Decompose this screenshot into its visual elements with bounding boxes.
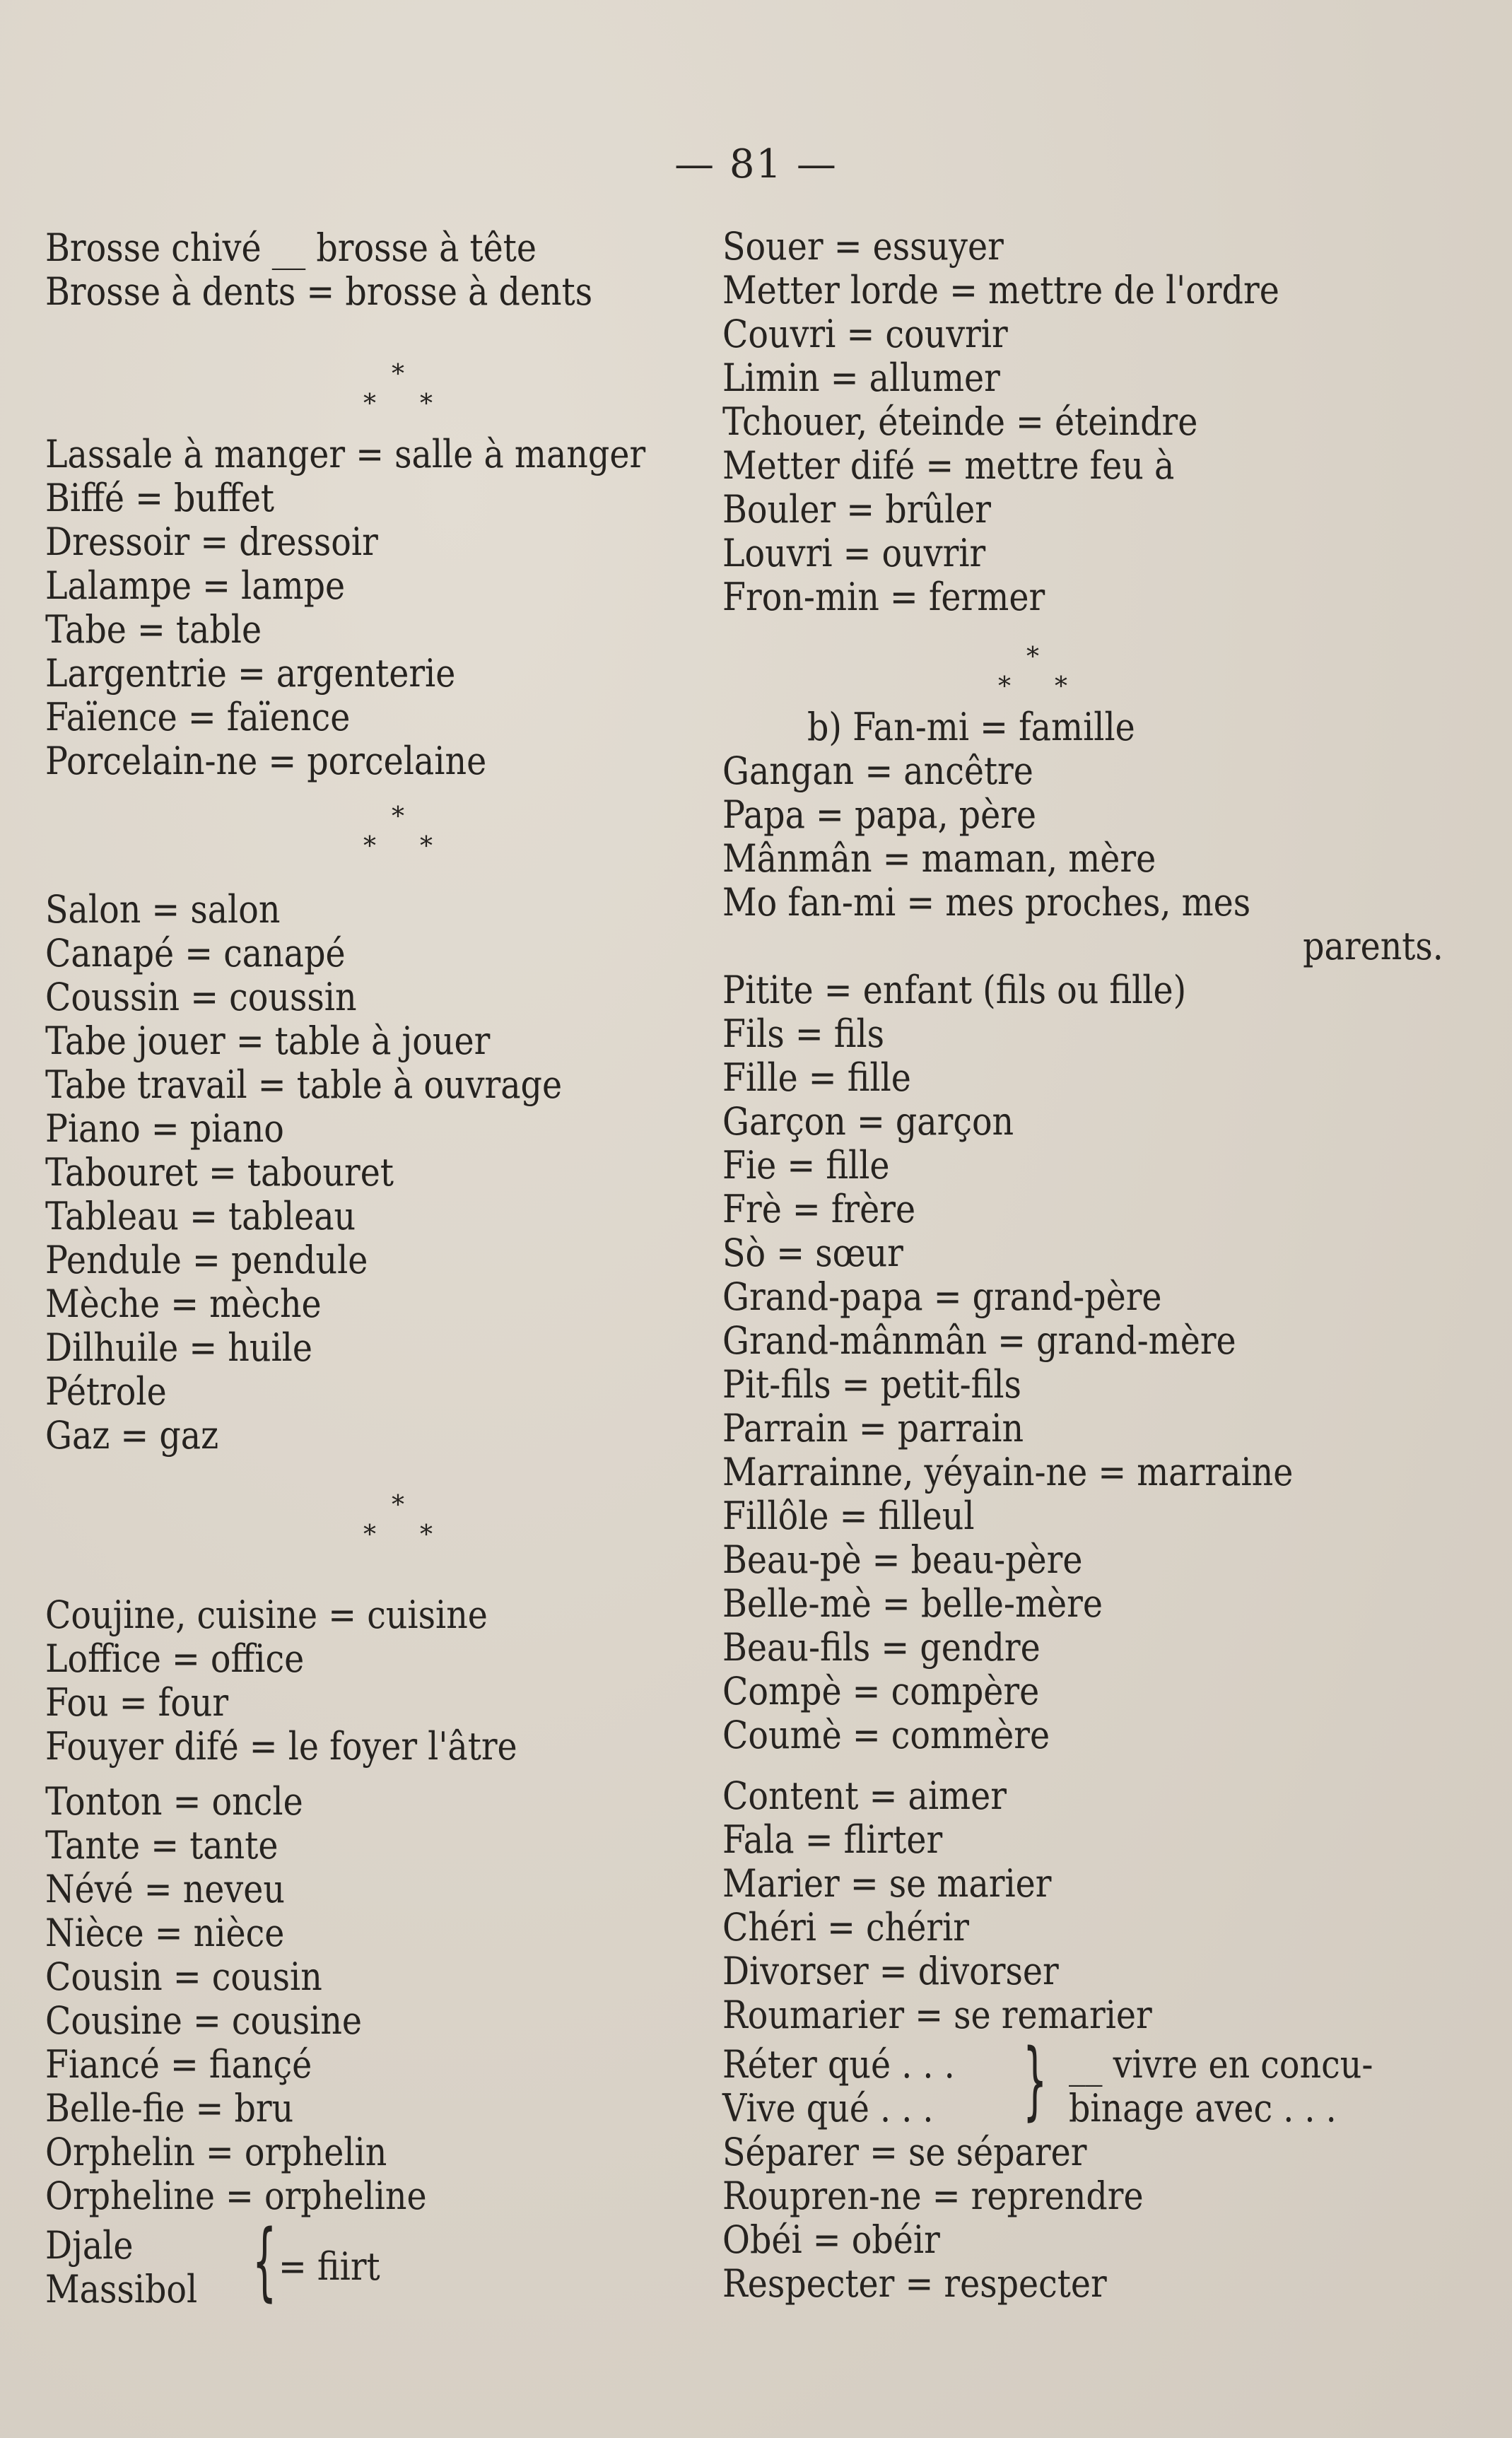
entry-line: Parrain = parrain: [722, 1406, 1024, 1451]
entry-line: Tableau = tableau: [45, 1194, 356, 1238]
entry-line: Beau-pè = beau-père: [722, 1537, 1083, 1582]
entry-line: Pendule = pendule: [45, 1238, 368, 1282]
entry-line-continued: parents.: [1303, 924, 1443, 968]
entry-line: Tabe jouer = table à jouer: [45, 1019, 491, 1063]
page-number: — 81 —: [674, 141, 838, 187]
entry-line: Fiancé = fiançé: [45, 2042, 312, 2087]
entry-line: Fala = flirter: [722, 1817, 943, 1862]
entry-line: Grand-papa = grand-père: [722, 1274, 1162, 1319]
entry-line: Beau-fils = gendre: [722, 1625, 1041, 1670]
entry-line: Tonton = oncle: [45, 1779, 303, 1824]
entry-line: Tante = tante: [45, 1823, 279, 1868]
entry-line: Piano = piano: [45, 1106, 284, 1151]
entry-line: Marier = se marier: [722, 1861, 1052, 1906]
entry-line: Fron-min = fermer: [722, 575, 1045, 619]
entry-line: Fils = fils: [722, 1012, 885, 1056]
entry-line: Massibol: [45, 2267, 198, 2311]
section-separator: * * *: [363, 360, 433, 418]
entry-line: Chéri = chérir: [722, 1905, 970, 1950]
entry-line: Fou = four: [45, 1680, 229, 1725]
entry-line: Bouler = brûler: [722, 487, 991, 532]
entry-line: Lalampe = lampe: [45, 563, 346, 608]
entry-line: Coussin = coussin: [45, 975, 357, 1019]
section-heading: b) Fan-mi = famille: [807, 705, 1135, 749]
entry-line: Sò = sœur: [722, 1231, 903, 1275]
entry-line: Nièce = nièce: [45, 1911, 285, 1955]
entry-line: Souer = essuyer: [722, 224, 1004, 269]
entry-line: Névé = neveu: [45, 1867, 286, 1911]
section-separator: * * *: [998, 643, 1067, 701]
entry-line: Coumè = commère: [722, 1713, 1050, 1757]
entry-line: Réter qué . . .: [722, 2042, 955, 2087]
entry-meaning: = fiirt: [279, 2244, 380, 2289]
entry-line: Tabe = table: [45, 607, 262, 652]
entry-line: Mo fan-mi = mes proches, mes: [722, 880, 1251, 925]
entry-line: Tabouret = tabouret: [45, 1150, 394, 1195]
entry-line: Obéi = obéir: [722, 2217, 940, 2262]
entry-line: Garçon = garçon: [722, 1099, 1014, 1144]
entry-line: Fie = fille: [722, 1143, 890, 1188]
entry-line: Marrainne, yéyain-ne = marraine: [722, 1450, 1294, 1494]
entry-line: Biffé = buffet: [45, 476, 275, 520]
entry-line: Tabe travail = table à ouvrage: [45, 1062, 563, 1107]
entry-line: Mânmân = maman, mère: [722, 836, 1156, 881]
entry-line: Coujine, cuisine = cuisine: [45, 1593, 488, 1637]
entry-line: Couvri = couvrir: [722, 312, 1008, 356]
entry-line: Louvri = ouvrir: [722, 531, 986, 575]
entry-line: Gaz = gaz: [45, 1413, 219, 1458]
entry-line: Gangan = ancêtre: [722, 749, 1033, 793]
entry-line: Porcelain-ne = porcelaine: [45, 739, 487, 783]
section-separator: * * *: [363, 1491, 433, 1549]
entry-line: Orpheline = orpheline: [45, 2174, 427, 2218]
entry-line: Largentrie = argenterie: [45, 651, 456, 696]
entry-line: Fille = fille: [722, 1055, 911, 1100]
entry-line: Frè = frère: [722, 1187, 916, 1231]
entry-line: Roupren-ne = reprendre: [722, 2174, 1144, 2218]
entry-line: Brosse chivé __ brosse à tête: [45, 225, 537, 270]
entry-line: Belle-fie = bru: [45, 2086, 294, 2131]
entry-line: Séparer = se séparer: [722, 2130, 1087, 2174]
entry-line: Papa = papa, père: [722, 792, 1037, 837]
entry-line: Lassale à manger = salle à manger: [45, 432, 646, 476]
entry-line: Pétrole: [45, 1369, 167, 1414]
entry-line: Pit-fils = petit-fils: [722, 1362, 1021, 1407]
entry-meaning: __ vivre en concu-: [1069, 2042, 1373, 2087]
entry-line: Dressoir = dressoir: [45, 520, 378, 564]
entry-line: Content = aimer: [722, 1774, 1007, 1818]
entry-line: Fillôle = filleul: [722, 1494, 975, 1538]
entry-line: Mèche = mèche: [45, 1282, 322, 1326]
entry-line: Divorser = divorser: [722, 1949, 1059, 1993]
entry-line: Cousin = cousin: [45, 1954, 322, 1999]
entry-line: Dilhuile = huile: [45, 1325, 312, 1370]
entry-line: Tchouer, éteinde = éteindre: [722, 399, 1198, 444]
entry-line: Faïence = faïence: [45, 695, 351, 739]
entry-line: Cousine = cousine: [45, 1998, 363, 2043]
entry-line: Djale: [45, 2223, 134, 2268]
entry-line: Pitite = enfant (fils ou fille): [722, 968, 1187, 1012]
brace-icon: }: [1022, 2032, 1048, 2130]
entry-line: Metter difé = mettre feu à: [722, 443, 1175, 488]
entry-line: Loffice = office: [45, 1636, 305, 1681]
entry-line: Compè = compère: [722, 1669, 1040, 1713]
entry-line: Limin = allumer: [722, 356, 1000, 400]
brace-icon: {: [252, 2213, 277, 2311]
entry-line: Metter lorde = mettre de l'ordre: [722, 268, 1279, 312]
entry-line: Belle-mè = belle-mère: [722, 1581, 1103, 1626]
entry-line: Grand-mânmân = grand-mère: [722, 1318, 1236, 1363]
entry-line: Canapé = canapé: [45, 931, 346, 975]
entry-line: Fouyer difé = le foyer l'âtre: [45, 1724, 517, 1769]
entry-line: Orphelin = orphelin: [45, 2130, 387, 2174]
entry-line: Respecter = respecter: [722, 2261, 1107, 2306]
section-separator: * * *: [363, 802, 433, 861]
entry-line: Vive qué . . .: [722, 2086, 934, 2131]
entry-line: Salon = salon: [45, 887, 281, 932]
entry-line: Roumarier = se remarier: [722, 1993, 1152, 2037]
entry-meaning: binage avec . . .: [1069, 2086, 1337, 2131]
entry-line: Brosse à dents = brosse à dents: [45, 269, 593, 314]
